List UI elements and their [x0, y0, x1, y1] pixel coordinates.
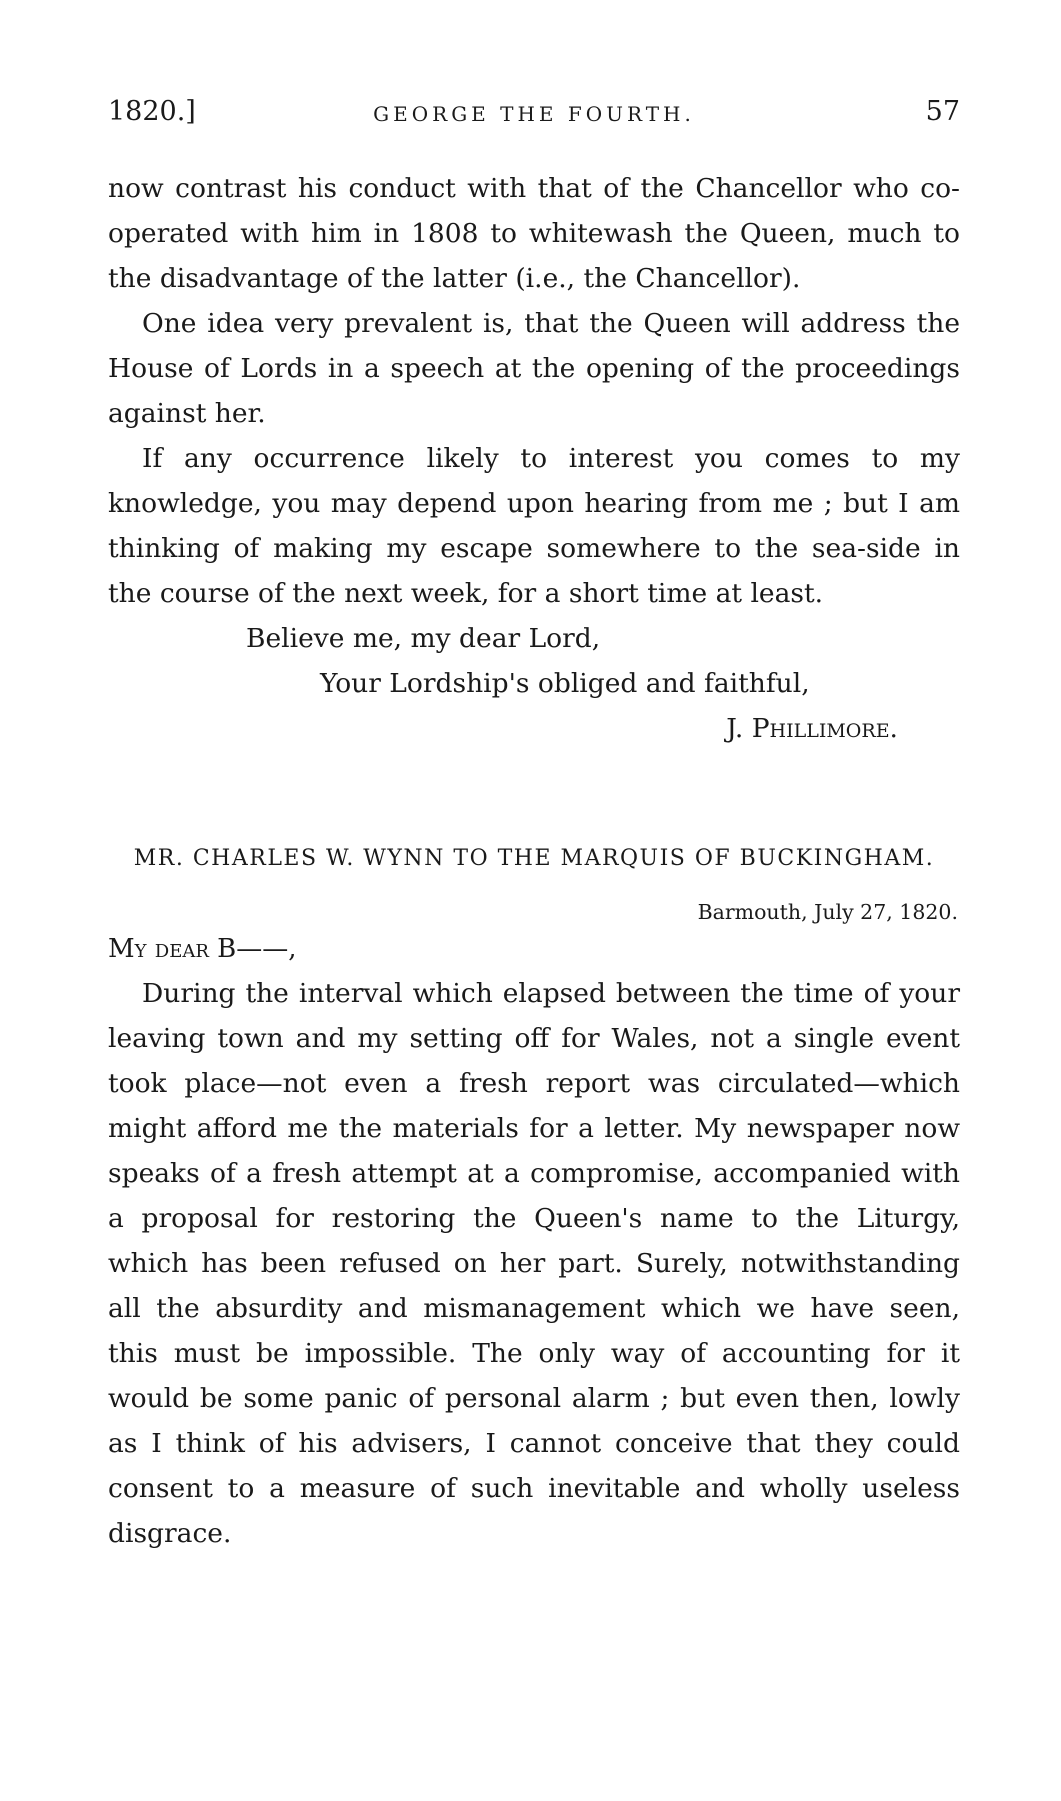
running-header [108, 96, 960, 136]
header-year: 1820.] [108, 96, 196, 127]
paragraph: During the interval which elapsed between the time of your leaving town and my setting off for Wales, not a single event took place—not even a fresh report was circulated—which might afford me the materials for a letter. My newspaper now speaks of a fresh attempt at a compromise, accompanied with a proposal for restoring the Queen's name to the Liturgy, which has been refused on her part. Surely, notwithstanding all the absurdity and mismanagement which we have seen, this must be impossible. The only way of accounting for it would be some panic of personal alarm ; but even then, lowly as I think of his advisers, I cannot conceive that they could consent to a measure of such inevitable and wholly useless disgrace. [108, 978, 960, 1549]
paragraph: One idea very prevalent is, that the Queen will address the House of Lords in a speech at the opening of the proceedings against her. [108, 308, 960, 429]
letter-phillimore [108, 166, 960, 751]
letter-wynn [108, 841, 960, 1556]
signature: J. Phillimore. [726, 713, 898, 744]
closing-line: Believe me, my dear Lord, [246, 623, 601, 654]
header-title: GEORGE THE FOURTH. [373, 102, 695, 126]
closing-line: Your Lordship's obliged and faithful, [320, 668, 810, 699]
book-page [108, 96, 960, 1556]
paragraph: If any occurrence likely to interest you comes to my knowledge, you may depend upon hearing from me ; but I am thinking of making my escape somewhere to the sea-side in the course of the next week, for a short time at least. [108, 443, 960, 609]
page-number: 57 [925, 96, 960, 127]
salutation: My dear B——, [108, 934, 297, 964]
letter-heading: MR. CHARLES W. WYNN TO THE MARQUIS OF BUCKINGHAM. [133, 846, 935, 871]
paragraph: now contrast his conduct with that of the Chancellor who co-operated with him in 1808 to whitewash the Queen, much to the disadvantage of the latter (i.e., the Chancellor). [108, 173, 960, 294]
dateline: Barmouth, July 27, 1820. [697, 900, 958, 924]
